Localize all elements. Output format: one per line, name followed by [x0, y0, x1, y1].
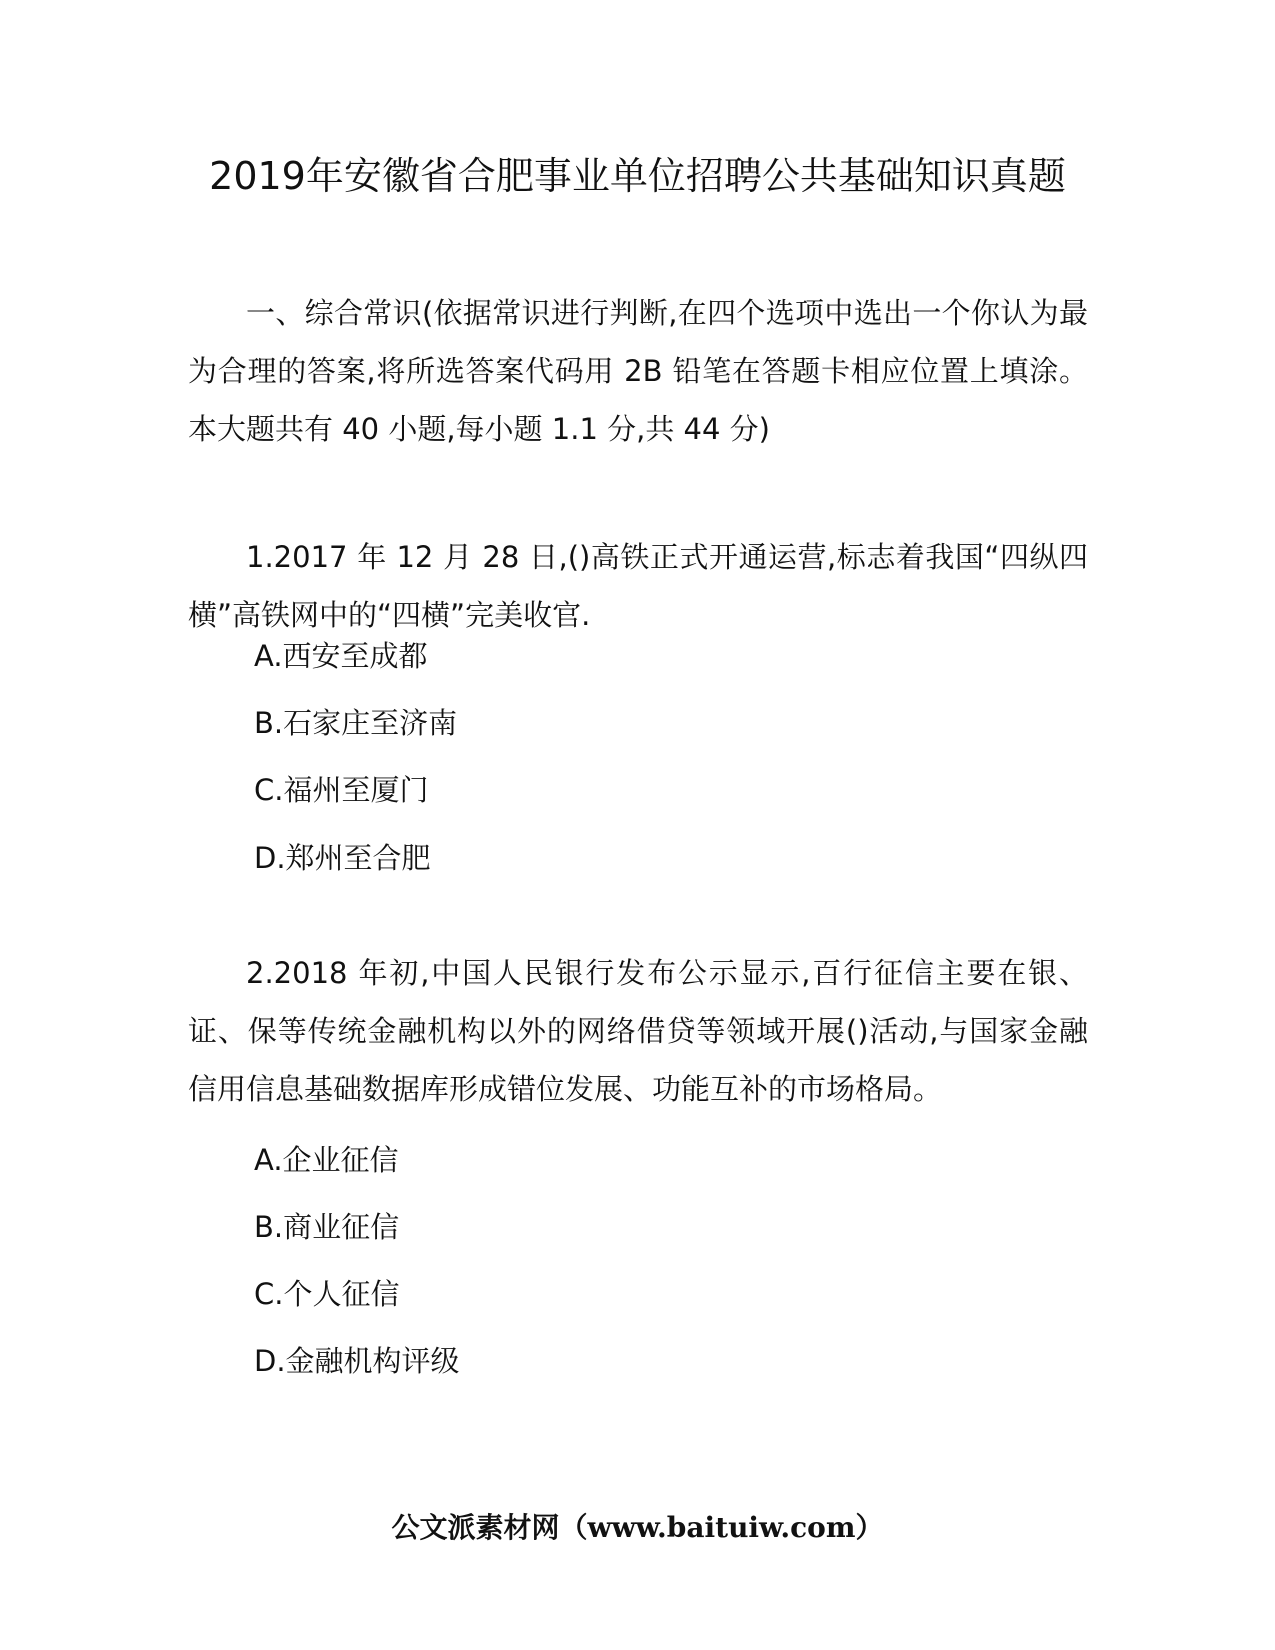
question-1-option-a: A.西安至成都 [254, 639, 428, 673]
question-2-option-b: B.商业征信 [254, 1210, 400, 1244]
question-1-stem: 1.2017 年 12 月 28 日,()高铁正式开通运营,标志着我国“四纵四横”高铁网中的“四横”完美收官. [188, 540, 1088, 632]
section-intro: 一、综合常识(依据常识进行判断,在四个选项中选出一个你认为最为合理的答案,将所选答案代码用 2B 铅笔在答题卡相应位置上填涂。本大题共有 40 小题,每小题 1.1 分,共 44 分) [188, 296, 1088, 446]
question-2-option-a: A.企业征信 [254, 1143, 399, 1177]
question-1-option-b: B.石家庄至济南 [254, 706, 458, 740]
question-1-option-c: C.福州至厦门 [254, 773, 429, 807]
question-1-option-d: D.郑州至合肥 [254, 841, 431, 875]
page-footer: 公文派素材网（www.baituiw.com） [391, 1511, 884, 1544]
document-title: 2019年安徽省合肥事业单位招聘公共基础知识真题 [209, 154, 1066, 198]
question-2-option-d: D.金融机构评级 [254, 1344, 460, 1378]
question-2-stem: 2.2018 年初,中国人民银行发布公示显示,百行征信主要在银、证、保等传统金融机构以外的网络借贷等领域开展()活动,与国家金融信用信息基础数据库形成错位发展、功能互补的市场格局。 [188, 956, 1088, 1106]
question-2-option-c: C.个人征信 [254, 1277, 400, 1311]
